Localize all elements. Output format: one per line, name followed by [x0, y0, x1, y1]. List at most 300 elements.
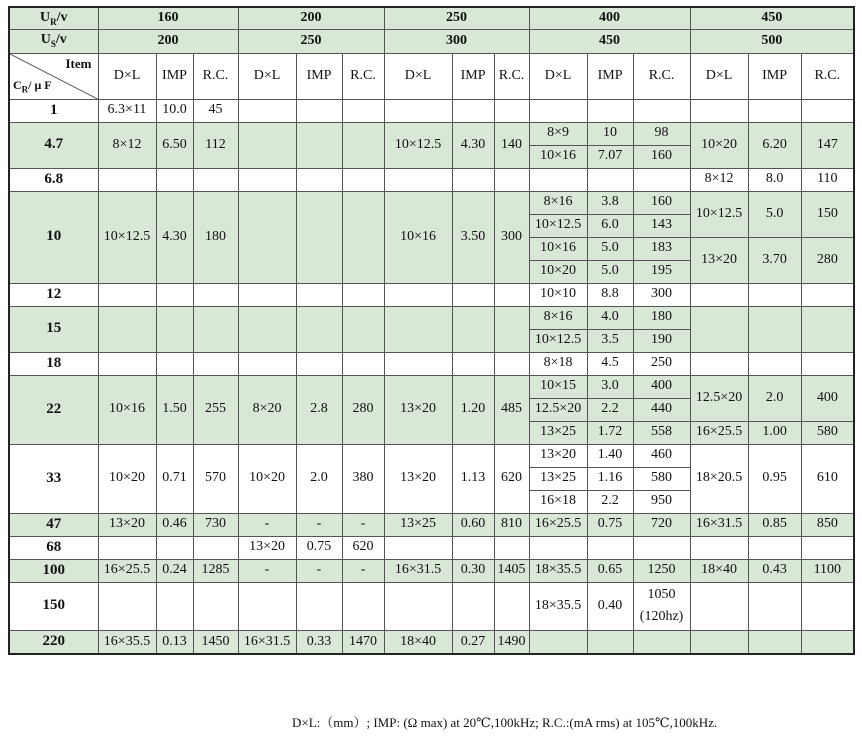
- empty-cell: [801, 582, 854, 630]
- imp-cell: 2.8: [296, 375, 342, 444]
- empty-cell: [494, 582, 529, 630]
- rc-cell: -: [342, 513, 384, 536]
- rated-voltage-label: $U_R/v$: [9, 7, 98, 29]
- rc-cell: 147: [801, 122, 854, 168]
- dxl-cell: 10×12.5: [529, 329, 587, 352]
- imp-cell: 10.0: [156, 99, 193, 122]
- empty-cell: [342, 283, 384, 306]
- capacitance-cell: 1: [9, 99, 98, 122]
- imp-cell: 4.30: [452, 122, 494, 168]
- empty-cell: [690, 306, 748, 352]
- dxl-cell: 10×16: [384, 191, 452, 283]
- dxl-cell: 16×25.5: [98, 559, 156, 582]
- rc-cell: 380: [342, 444, 384, 513]
- empty-cell: [156, 168, 193, 191]
- ur-450: 450: [690, 7, 854, 29]
- dxl-cell: 18×35.5: [529, 582, 587, 630]
- us-250: 250: [238, 29, 384, 53]
- rc-cell: 150: [801, 191, 854, 237]
- empty-cell: [748, 306, 801, 352]
- empty-cell: [342, 168, 384, 191]
- rc-cell: 620: [342, 536, 384, 559]
- col-dxl: D×L: [98, 53, 156, 99]
- imp-cell: 6.0: [587, 214, 633, 237]
- dxl-cell: 8×12: [690, 168, 748, 191]
- rc-cell: 730: [193, 513, 238, 536]
- empty-cell: [156, 352, 193, 375]
- empty-cell: [690, 352, 748, 375]
- empty-cell: [748, 630, 801, 654]
- rc-cell: 950: [633, 490, 690, 513]
- dxl-cell: 13×20: [98, 513, 156, 536]
- table-row: [9, 513, 854, 536]
- dxl-cell: 8×9: [529, 122, 587, 145]
- imp-cell: 5.0: [587, 260, 633, 283]
- imp-cell: 6.20: [748, 122, 801, 168]
- dxl-cell: 12.5×20: [690, 375, 748, 421]
- empty-cell: [193, 306, 238, 352]
- table-row: [9, 630, 854, 654]
- table-row: [9, 444, 854, 467]
- capacitance-cell: 68: [9, 536, 98, 559]
- dxl-cell: 12.5×20: [529, 398, 587, 421]
- empty-cell: [193, 283, 238, 306]
- col-dxl: D×L: [238, 53, 296, 99]
- table-row: [9, 375, 854, 398]
- empty-cell: [342, 582, 384, 630]
- us-200: 200: [98, 29, 238, 53]
- ur-200: 200: [238, 7, 384, 29]
- imp-cell: 0.13: [156, 630, 193, 654]
- dxl-cell: 16×31.5: [384, 559, 452, 582]
- rc-cell: 580: [633, 467, 690, 490]
- empty-cell: [193, 582, 238, 630]
- empty-cell: [296, 352, 342, 375]
- dxl-cell: 10×12.5: [384, 122, 452, 168]
- empty-cell: [748, 99, 801, 122]
- empty-cell: [529, 99, 587, 122]
- dxl-cell: 10×15: [529, 375, 587, 398]
- empty-cell: [342, 306, 384, 352]
- dxl-cell: 10×20: [529, 260, 587, 283]
- rc-cell: 300: [494, 191, 529, 283]
- dxl-cell: 10×10: [529, 283, 587, 306]
- empty-cell: [342, 99, 384, 122]
- empty-cell: [633, 630, 690, 654]
- surge-voltage-label: $U_S/v$: [9, 29, 98, 53]
- empty-cell: [452, 283, 494, 306]
- empty-cell: [452, 536, 494, 559]
- table-row: [9, 122, 854, 145]
- empty-cell: [529, 168, 587, 191]
- dxl-cell: -: [238, 513, 296, 536]
- dxl-cell: 18×20.5: [690, 444, 748, 513]
- imp-cell: 1.40: [587, 444, 633, 467]
- imp-cell: 4.0: [587, 306, 633, 329]
- empty-cell: [384, 352, 452, 375]
- empty-cell: [384, 283, 452, 306]
- us-300: 300: [384, 29, 529, 53]
- empty-cell: [193, 168, 238, 191]
- imp-cell: 1.20: [452, 375, 494, 444]
- capacitance-cell: 4.7: [9, 122, 98, 168]
- col-dxl: D×L: [384, 53, 452, 99]
- imp-cell: 7.07: [587, 145, 633, 168]
- rc-cell: 1405: [494, 559, 529, 582]
- imp-cell: 4.5: [587, 352, 633, 375]
- dxl-cell: 10×16: [98, 375, 156, 444]
- rc-cell: 140: [494, 122, 529, 168]
- rc-cell: 250: [633, 352, 690, 375]
- empty-cell: [238, 99, 296, 122]
- empty-cell: [238, 306, 296, 352]
- dxl-cell: 16×31.5: [690, 513, 748, 536]
- imp-cell: 5.0: [587, 237, 633, 260]
- empty-cell: [384, 536, 452, 559]
- imp-cell: 3.5: [587, 329, 633, 352]
- capacitance-cell: 10: [9, 191, 98, 283]
- col-rc: R.C.: [633, 53, 690, 99]
- rated-voltage-row: [9, 7, 854, 29]
- empty-cell: [296, 99, 342, 122]
- dxl-cell: 13×20: [529, 444, 587, 467]
- capacitance-cell: 12: [9, 283, 98, 306]
- empty-cell: [633, 99, 690, 122]
- empty-cell: [587, 630, 633, 654]
- col-rc: R.C.: [342, 53, 384, 99]
- imp-cell: 0.65: [587, 559, 633, 582]
- dxl-cell: 13×25: [529, 467, 587, 490]
- empty-cell: [452, 352, 494, 375]
- item-label: Item: [65, 55, 92, 71]
- capacitor-spec-table: [8, 6, 855, 655]
- rc-cell: -: [342, 559, 384, 582]
- empty-cell: [384, 99, 452, 122]
- surge-voltage-row: [9, 29, 854, 53]
- dxl-cell: 8×16: [529, 191, 587, 214]
- column-header-row: [9, 53, 854, 99]
- dxl-cell: 16×18: [529, 490, 587, 513]
- imp-cell: 1.13: [452, 444, 494, 513]
- empty-cell: [801, 99, 854, 122]
- dxl-cell: 8×18: [529, 352, 587, 375]
- rc-cell: 400: [801, 375, 854, 421]
- empty-cell: [452, 168, 494, 191]
- capacitance-label: $C_R/$ μ F: [13, 77, 52, 95]
- imp-cell: 0.24: [156, 559, 193, 582]
- rc-frequency-note: (120hz): [639, 608, 684, 624]
- dxl-cell: 10×12.5: [529, 214, 587, 237]
- dxl-cell: 13×25: [384, 513, 452, 536]
- rc-cell: 558: [633, 421, 690, 444]
- rc-cell: 195: [633, 260, 690, 283]
- col-rc: R.C.: [801, 53, 854, 99]
- empty-cell: [801, 283, 854, 306]
- imp-cell: 10: [587, 122, 633, 145]
- dxl-cell: 8×20: [238, 375, 296, 444]
- imp-cell: 4.30: [156, 191, 193, 283]
- rc-cell: 180: [193, 191, 238, 283]
- dxl-cell: 13×25: [529, 421, 587, 444]
- table-row: [9, 283, 854, 306]
- dxl-cell: 10×12.5: [98, 191, 156, 283]
- empty-cell: [98, 536, 156, 559]
- rc-cell: 160: [633, 191, 690, 214]
- ur-400: 400: [529, 7, 690, 29]
- rc-cell: 280: [801, 237, 854, 283]
- imp-cell: 2.0: [296, 444, 342, 513]
- col-imp: IMP: [587, 53, 633, 99]
- imp-cell: 3.0: [587, 375, 633, 398]
- rc-cell: 610: [801, 444, 854, 513]
- ur-160: 160: [98, 7, 238, 29]
- empty-cell: [296, 582, 342, 630]
- empty-cell: [384, 582, 452, 630]
- empty-cell: [633, 536, 690, 559]
- imp-cell: 2.2: [587, 398, 633, 421]
- table-row: [9, 582, 854, 630]
- dxl-cell: 16×31.5: [238, 630, 296, 654]
- rc-cell: 1250: [633, 559, 690, 582]
- empty-cell: [452, 306, 494, 352]
- rc-cell: 400: [633, 375, 690, 398]
- rc-cell: 180: [633, 306, 690, 329]
- imp-cell: -: [296, 513, 342, 536]
- empty-cell: [801, 630, 854, 654]
- capacitance-cell: 100: [9, 559, 98, 582]
- empty-cell: [633, 168, 690, 191]
- rc-cell: 570: [193, 444, 238, 513]
- empty-cell: [156, 536, 193, 559]
- col-dxl: D×L: [529, 53, 587, 99]
- empty-cell: [384, 306, 452, 352]
- empty-cell: [296, 168, 342, 191]
- empty-cell: [98, 283, 156, 306]
- col-rc: R.C.: [494, 53, 529, 99]
- imp-cell: 0.85: [748, 513, 801, 536]
- empty-cell: [494, 352, 529, 375]
- empty-cell: [748, 283, 801, 306]
- capacitance-cell: 220: [9, 630, 98, 654]
- empty-cell: [494, 536, 529, 559]
- rc-cell: 850: [801, 513, 854, 536]
- dxl-cell: 18×40: [384, 630, 452, 654]
- imp-cell: 0.75: [587, 513, 633, 536]
- rc-value: 1050: [647, 587, 676, 603]
- empty-cell: [296, 283, 342, 306]
- dxl-cell: 18×35.5: [529, 559, 587, 582]
- capacitance-cell: 15: [9, 306, 98, 352]
- empty-cell: [296, 122, 342, 168]
- empty-cell: [238, 122, 296, 168]
- empty-cell: [748, 352, 801, 375]
- imp-cell: 8.8: [587, 283, 633, 306]
- rc-cell: 190: [633, 329, 690, 352]
- empty-cell: [690, 582, 748, 630]
- imp-cell: 0.46: [156, 513, 193, 536]
- imp-cell: 8.0: [748, 168, 801, 191]
- table-row: [9, 191, 854, 214]
- dxl-cell: 10×20: [98, 444, 156, 513]
- imp-cell: 2.0: [748, 375, 801, 421]
- empty-cell: [587, 99, 633, 122]
- rc-cell: 300: [633, 283, 690, 306]
- rc-cell: 255: [193, 375, 238, 444]
- capacitance-cell: 22: [9, 375, 98, 444]
- dxl-cell: 10×20: [690, 122, 748, 168]
- rc-cell: 440: [633, 398, 690, 421]
- dxl-cell: 13×20: [384, 375, 452, 444]
- dxl-cell: 10×20: [238, 444, 296, 513]
- dxl-cell: 16×25.5: [690, 421, 748, 444]
- rc-cell: 1450: [193, 630, 238, 654]
- rc-cell: 1470: [342, 630, 384, 654]
- dxl-cell: 13×20: [690, 237, 748, 283]
- dxl-cell: 16×25.5: [529, 513, 587, 536]
- dxl-cell: 10×16: [529, 237, 587, 260]
- empty-cell: [296, 191, 342, 283]
- empty-cell: [494, 306, 529, 352]
- col-rc: R.C.: [193, 53, 238, 99]
- spec-table-wrapper: [8, 6, 853, 655]
- empty-cell: [238, 191, 296, 283]
- empty-cell: [748, 582, 801, 630]
- imp-cell: 1.16: [587, 467, 633, 490]
- empty-cell: [529, 536, 587, 559]
- empty-cell: [494, 168, 529, 191]
- dxl-cell: 6.3×11: [98, 99, 156, 122]
- rc-cell: 460: [633, 444, 690, 467]
- imp-cell: 0.33: [296, 630, 342, 654]
- capacitance-cell: 18: [9, 352, 98, 375]
- rc-cell: 580: [801, 421, 854, 444]
- empty-cell: [342, 191, 384, 283]
- imp-cell: 0.60: [452, 513, 494, 536]
- imp-cell: 0.43: [748, 559, 801, 582]
- dxl-cell: 13×20: [384, 444, 452, 513]
- rc-cell: 112: [193, 122, 238, 168]
- empty-cell: [98, 168, 156, 191]
- table-row: [9, 536, 854, 559]
- empty-cell: [748, 536, 801, 559]
- empty-cell: [342, 122, 384, 168]
- col-imp: IMP: [156, 53, 193, 99]
- empty-cell: [238, 168, 296, 191]
- imp-cell: 3.8: [587, 191, 633, 214]
- imp-cell: 0.40: [587, 582, 633, 630]
- rc-cell: 485: [494, 375, 529, 444]
- empty-cell: [690, 283, 748, 306]
- rc-cell: 45: [193, 99, 238, 122]
- empty-cell: [98, 306, 156, 352]
- rc-cell: 183: [633, 237, 690, 260]
- imp-cell: 3.50: [452, 191, 494, 283]
- capacitance-cell: 6.8: [9, 168, 98, 191]
- col-dxl: D×L: [690, 53, 748, 99]
- empty-cell: [384, 168, 452, 191]
- dxl-cell: -: [238, 559, 296, 582]
- rc-cell: 620: [494, 444, 529, 513]
- rc-cell: 720: [633, 513, 690, 536]
- imp-cell: 1.72: [587, 421, 633, 444]
- rc-cell: [633, 582, 690, 630]
- table-row: [9, 306, 854, 329]
- table-row: [9, 352, 854, 375]
- us-450: 450: [529, 29, 690, 53]
- empty-cell: [342, 352, 384, 375]
- dxl-cell: 13×20: [238, 536, 296, 559]
- rc-cell: 1100: [801, 559, 854, 582]
- empty-cell: [156, 582, 193, 630]
- empty-cell: [296, 306, 342, 352]
- dxl-cell: 16×35.5: [98, 630, 156, 654]
- col-imp: IMP: [748, 53, 801, 99]
- empty-cell: [690, 536, 748, 559]
- empty-cell: [452, 582, 494, 630]
- imp-cell: 1.00: [748, 421, 801, 444]
- empty-cell: [529, 630, 587, 654]
- rc-cell: 98: [633, 122, 690, 145]
- rc-cell: 280: [342, 375, 384, 444]
- empty-cell: [690, 99, 748, 122]
- empty-cell: [801, 306, 854, 352]
- empty-cell: [494, 99, 529, 122]
- imp-cell: -: [296, 559, 342, 582]
- empty-cell: [238, 582, 296, 630]
- table-row: [9, 559, 854, 582]
- empty-cell: [193, 352, 238, 375]
- imp-cell: 1.50: [156, 375, 193, 444]
- empty-cell: [193, 536, 238, 559]
- col-imp: IMP: [452, 53, 494, 99]
- empty-cell: [587, 536, 633, 559]
- imp-cell: 0.71: [156, 444, 193, 513]
- empty-cell: [238, 283, 296, 306]
- dxl-cell: 10×16: [529, 145, 587, 168]
- empty-cell: [801, 352, 854, 375]
- imp-cell: 0.95: [748, 444, 801, 513]
- item-capacitance-corner: [9, 53, 98, 99]
- empty-cell: [587, 168, 633, 191]
- dxl-cell: 8×12: [98, 122, 156, 168]
- table-row: [9, 99, 854, 122]
- rc-cell: 1490: [494, 630, 529, 654]
- rc-cell: 110: [801, 168, 854, 191]
- table-row: [9, 168, 854, 191]
- capacitance-cell: 33: [9, 444, 98, 513]
- empty-cell: [156, 283, 193, 306]
- imp-cell: 0.75: [296, 536, 342, 559]
- footnote: D×L:（mm）; IMP: (Ω max) at 20℃,100kHz; R.C.:(mA rms) at 105℃,100kHz.: [292, 715, 718, 730]
- imp-cell: 6.50: [156, 122, 193, 168]
- col-imp: IMP: [296, 53, 342, 99]
- empty-cell: [452, 99, 494, 122]
- dxl-cell: 10×12.5: [690, 191, 748, 237]
- imp-cell: 5.0: [748, 191, 801, 237]
- empty-cell: [801, 536, 854, 559]
- imp-cell: 2.2: [587, 490, 633, 513]
- rc-cell: 160: [633, 145, 690, 168]
- ur-250: 250: [384, 7, 529, 29]
- imp-cell: 3.70: [748, 237, 801, 283]
- capacitance-cell: 150: [9, 582, 98, 630]
- rc-cell: 1285: [193, 559, 238, 582]
- rc-cell: 143: [633, 214, 690, 237]
- rc-cell: 810: [494, 513, 529, 536]
- capacitance-cell: 47: [9, 513, 98, 536]
- empty-cell: [494, 283, 529, 306]
- empty-cell: [156, 306, 193, 352]
